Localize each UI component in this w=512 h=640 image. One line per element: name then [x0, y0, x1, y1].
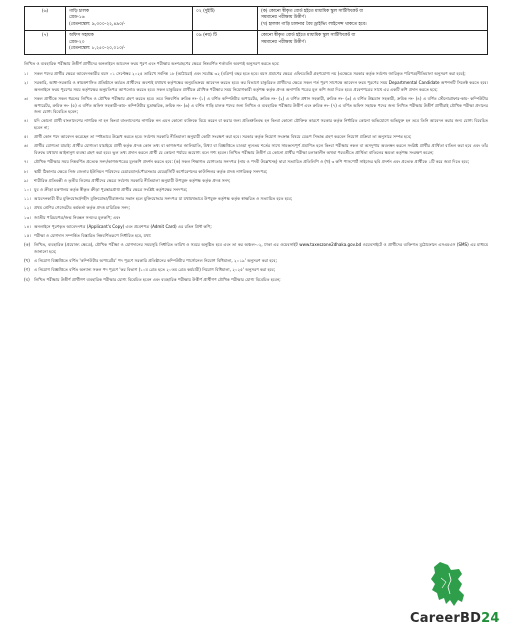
post-name: অফিস সহায়ক [69, 33, 94, 39]
bangladesh-map-icon [404, 560, 496, 610]
conditions-list [24, 71, 488, 283]
condition-item [24, 267, 488, 274]
qualification-line: সমমানের পরীক্ষায় উত্তীর্ণ। [261, 15, 306, 21]
condition-item [24, 96, 488, 116]
careerbd24-logo [404, 560, 496, 638]
condition-item [24, 143, 488, 156]
condition-number: ৯। [24, 177, 29, 183]
condition-text: আবেদনকারী বীর মুক্তিযোদ্ধা/শহীদ মুক্তিযোদ্ধা/বীরাঙ্গনার সন্তান হলে মুক্তিযোদ্ধার সনদপত্র যা যথাযথভাবে উপযুক্ত কর্তৃপক্ষ কর্তৃক স্বাক্ষরিত ও সত্যায়িত হতে হবে; [34, 196, 293, 202]
serial-cell: (৭) [25, 31, 66, 55]
condition-text: অনলাইনে পূরণকৃত আবেদনপত্র (Applicant's Copy) এবং প্রবেশপত্র (Admit Card) এর রঙিন প্রিন্ট কপি; [34, 223, 212, 229]
condition-text: পরীক্ষা ও যোগদান সম্পর্কিত বিস্তারিত নিম্নবর্ণিতরূপে নির্ধারিত হবে, যথা: [34, 233, 152, 239]
condition-item [24, 71, 488, 78]
post-grade: গ্রেড-২০ [69, 39, 85, 45]
serial-cell: (৬) [25, 7, 66, 31]
condition-item [24, 159, 488, 166]
condition-text: মৌখিক পরীক্ষার সময় নিম্নবর্ণিত প্রত্যেক সনদ/কাগজপত্রের মূলকপি প্রদর্শন করতে হবে: (ক) সকল শিক্ষাগত যোগ্যতার সনদপত্র (নাম ও পদবী উল্লেখসহ) দ্বারা সত্যায়িত প্রতিলিপি ও (খ) ৩ কপি পাসপোর্ট সাইজের ছবি প্রদর্শন এবং প্রত্যেক প্রার্থীকে ১টি করে জমা দিতে হবে; [34, 159, 470, 165]
condition-number: ১। [24, 70, 29, 76]
condition-text: এ নিয়োগ বিজ্ঞপ্তিতে বর্ণিত অন্যান্য সকল পদ পূরণে 'কর বিভাগ (১০ম গ্রেড হতে ২০তম গ্রেড কর্মচারী) নিয়োগ বিধিমালা, ২০২৫' অনুসরণ করা হবে; [34, 267, 276, 273]
condition-text: সকল প্রার্থীকে সকল ধরনের লিখিত ও মৌখিক পরীক্ষায় গ্রহণ করতে হবে। তবে নিম্নবর্ণিত ক্রমিক নং- (১) এ বর্ণিত কম্পিউটার অপারেটর, ক্রমিক নং- (২) এ বর্ণিত প্রধান সহকারী, ক্রমিক নং- (৩) এ বর্ণিত উচ্চমান সহকারী, ক্রমিক নং- (৪) এ বর্ণিত স্টেনোগ্রাফার-কাম- কম্পিউটার অপারেটর, ক্রমিক নং- (৫) এ বর্ণিত অফিস সহকারী-কাম- কম্পিউটার মুদ্রাক্ষরিক, ক্রমিক নং- (৬) এ বর্ণিত গাড়ি চালক পদের জন্য লিখিত ও ব্যবহারিক পরীক্ষায় উত্তীর্ণ এবং ক্রমিক নং- (৭) এ বর্ণিত অফিস সহায়ক পদের জন্য লিখিত পরীক্ষায় উত্তীর্ণ প্রার্থীরাই মৌখিক পরীক্ষা প্রদানের জন্য যোগ্য বিবেচিত হবেন; [34, 95, 488, 115]
condition-number: ২। [24, 80, 29, 86]
post-cell [66, 7, 193, 31]
condition-text: লিখিত পরীক্ষায় উত্তীর্ণ প্রার্থীগণ ব্যবহারিক পরীক্ষার যোগ্য বিবেচিত হবেন এবং ব্যবহারিক পরীক্ষায় উত্তীর্ণ প্রার্থীগণ মৌখিক পরীক্ষার যোগ্য বিবেচিত হবেন; [34, 276, 281, 282]
condition-text: যদি কোনো প্রার্থী বাংলাদেশের নাগরিক না হন কিংবা বাংলাদেশের নাগরিক নন এমন কোনো ব্যক্তিকে বিয়ে করেন বা করার জন্য প্রতিশ্রুতিবদ্ধ হন কিংবা কোনো যৌক্তিক কারণে সরকার কর্তৃক নির্ধারিত কোনো অভিযোগে অভিযুক্ত হন তবে তিনি আবেদন করার জন্য যোগ্য বিবেচিত হবেন না; [34, 118, 488, 131]
post-cell [66, 31, 193, 55]
table-row [25, 7, 488, 31]
condition-item [24, 224, 488, 231]
condition-number: (গ) [24, 267, 30, 273]
condition-item [24, 233, 488, 240]
condition-number: ১৪। [24, 223, 31, 229]
condition-item [24, 196, 488, 203]
condition-number: ১৫। [24, 233, 31, 239]
condition-text: প্রার্থী কোন পদে আবেদন করেছেন তা স্পষ্টভাবে উল্লেখ করতে হবে। সর্বশেষ সরকারি নীতিমালা অনুযায়ী কোটা সংরক্ষণ করা হবে। সরকার কর্তৃক নিয়োগ সংক্রান্ত বিষয়ে যেরূপ সিদ্ধান্ত গ্রহণ করবেন নিয়োগ প্রক্রিয়া তা অনুসারে সম্পন্ন হবে; [34, 134, 412, 140]
qualification-cell [258, 31, 488, 55]
brand-suffix: 24 [481, 611, 500, 626]
condition-item [24, 277, 488, 284]
condition-item [24, 258, 488, 265]
condition-number: ৮। [24, 168, 29, 174]
condition-number: ৭। [24, 159, 29, 165]
condition-number: (ঘ) [24, 276, 30, 282]
condition-text: লিখিত, ব্যবহারিক (প্রযোজ্য ক্ষেত্রে), মৌখিক পরীক্ষা ও যোগদানের সময়সূচি নির্ধারিত তারিখ ও সময়ে অনুষ্ঠিত হবে এবং তা কর অঞ্চল-০২, ঢাকা এর ওয়েবসাইট www.taxeszone2dhaka.gov.bd ওয়েবসাইটে ও প্রার্থীদের ব্যক্তিগত মুঠোফোনে এসএমএস (SMS) এর মাধ্যমে জানানো হবে; [34, 242, 488, 254]
condition-item [24, 215, 488, 222]
condition-number: ৪। [24, 118, 29, 124]
count-cell: ০২ (দুইটি) [193, 7, 258, 31]
condition-item [24, 134, 488, 141]
condition-item [24, 187, 488, 194]
condition-number: ১১। [24, 196, 31, 202]
careerbd24-wordmark [410, 611, 500, 626]
condition-number: ১৩। [24, 214, 31, 220]
condition-item [24, 205, 488, 212]
condition-number: ৫। [24, 134, 29, 140]
post-scale: (বেতনস্কেল: ৯,৩০০-২২,৪৯০/- [69, 21, 126, 27]
condition-item [24, 169, 488, 176]
qualification-line: কোনো স্বীকৃত বোর্ড হইতে মাধ্যমিক স্কুল সার্টিফিকেট বা [261, 33, 356, 39]
condition-number: ৩। [24, 95, 29, 101]
condition-text: প্রার্থীর যোগ্যতা যাচাই: প্রার্থীর যোগ্যতা যাচাইয়ে প্রার্থী কর্তৃক প্রদত্ত কোন তথ্য বা কাগজপত্র জালিয়াতি, মিথ্যা বা বিজ্ঞপ্তিতে চাওয়া ন্যূনতম শর্তের সাথে সামঞ্জস্যপূর্ণ প্রমাণিত হলে কিংবা পরীক্ষায় নকল বা অসদুপায় অবলম্বন করলে সংশ্লিষ্ট প্রার্থীর প্রার্থিতা বাতিল করা হবে এবং তাঁর বিরুদ্ধে যথাযথ আইনানুগ ব্যবস্থা গ্রহণ করা হবে। ভুল তথ্য প্রদান করলে প্রার্থী যে কোনো পর্যায়ে অযোগ্য বলে গণ্য হবেন। লিখিত পরীক্ষায় উত্তীর্ণ যে কোনো প্রার্থীর পরীক্ষা চলাকালীন অথবা পরবর্তীতে প্রার্থিতা বাতিলের ক্ষমতা কর্তৃপক্ষ সংরক্ষণ করেন; [34, 143, 488, 156]
brand-name: CareerBD [410, 611, 482, 626]
condition-text: সকল পদের প্রার্থীর ক্ষেত্রে আবেদনকারীর বয়স ০১ সেপ্টেম্বর ২০২৫ তারিখে সর্বনিম্ন ১৮ (আঠারো) এবং সর্বোচ্চ ৩২ (বত্রিশ) বছর হতে হবে। বয়স প্রমাণের ক্ষেত্রে এফিডেভিট গ্রহণযোগ্য নয় (এক্ষেত্রে সরকার কর্তৃক সর্বশেষ জারিকৃত পরিপত্র/নীতিমালা অনুসরণ করা হবে); [34, 70, 466, 76]
condition-number: ১২। [24, 205, 31, 211]
qualification-cell [258, 7, 488, 31]
qualification-line: (ক) কোনো স্বীকৃত বোর্ড হইতে মাধ্যমিক স্কুল সার্টিফিকেট বা [261, 9, 363, 14]
condition-number: (ক) [24, 242, 31, 248]
count-cell: ০৯ (নয়) টি [193, 31, 258, 55]
condition-text: জাতীয় পরিচয়পত্র/জন্ম নিবন্ধন সনদের মূলকপি; এবং [34, 214, 121, 220]
post-grade: গ্রেড-১৬ [69, 15, 85, 21]
condition-text: প্রথম শ্রেণির গেজেটেড কর্মকর্তা কর্তৃক প্রদত্ত চারিত্রিক সনদ; [34, 205, 130, 211]
condition-text: এ নিয়োগ বিজ্ঞপ্তিতে বর্ণিত 'কম্পিউটার অপারেটর' পদ পূরণে সরকারি প্রতিষ্ঠানের কম্পিউটার পার্সোনেল নিয়োগ বিধিমালা, ২০১৯' অনুসরণ করা হবে; [34, 258, 277, 264]
condition-item [24, 178, 488, 185]
condition-number: (খ) [24, 258, 30, 264]
post-scale: (বেতনস্কেল: ৮,২৫০-২০,০১০/- [69, 45, 126, 51]
intro-text: লিখিত ও ব্যবহারিক পরীক্ষায় উত্তীর্ণ প্রার্থীদের অনলাইনে আবেদন ফরম পূরণ এবং পরীক্ষায় অংশগ্রহণের ক্ষেত্রে নিম্নবর্ণিত শর্তাবলি অবশ্যই অনুসরণ করতে হবে: [24, 61, 280, 67]
condition-text: সরকারি, আধা-সরকারি ও স্বায়ত্তশাসিত প্রতিষ্ঠানে কর্মরত প্রার্থীদের অবশ্যই যথাযথ কর্তৃপক্ষের অনুমতিক্রমে আবেদন করতে হবে। কর বিভাগে চাকুরিরত প্রার্থীদের ক্ষেত্রে সকল শর্ত পূরণ সাপেক্ষে আবেদন ফরম পূরণের সময় Departmental Candidate অপশনটি সিলেক্ট করতে হবে। অনলাইনে ফরম পূরণের সময় কর্তৃপক্ষের অনুমতিপত্র আপলোড করতে হবে। সকল চাকুরিরত প্রার্থীকে মৌখিক পরীক্ষার সময় নিয়োগকারী কর্তৃপক্ষ কর্তৃক প্রদত্ত অনাপত্তি পত্রের মূল কপি জমা দিতে হবে। প্রবেশপত্রের সাথে এর একটি কপি প্রদান করতে হবে; [34, 80, 488, 92]
condition-text: স্থায়ী ঠিকানার ক্ষেত্রে নিজ জেলার ইউনিয়ন পরিষদের চেয়ারম্যান/পৌরসভার মেয়র/সিটি কর্পোরেশনের কাউন্সিলর কর্তৃক প্রদত্ত নাগরিকত্ব সনদপত্র; [34, 168, 268, 174]
condition-item [24, 80, 488, 93]
qualification-line: (খ) হালকা গাড়ি চালনার বৈধ ড্রাইভিং লাইসেন্স থাকতে হবে। [261, 21, 367, 27]
condition-item [24, 242, 488, 255]
condition-number: ১০। [24, 186, 31, 192]
condition-item [24, 118, 488, 131]
post-name: গাড়ি চালক [69, 9, 89, 14]
condition-text: যুব ও ক্রীড়া মন্ত্রণালয় কর্তৃক স্বীকৃত ক্রীড়া পুরস্কারপ্রাপ্ত প্রার্থীর ক্ষেত্রে সংশ্লিষ্ট কর্তৃপক্ষের সনদপত্র; [34, 186, 188, 192]
table-row [25, 31, 488, 55]
posts-table [24, 6, 488, 55]
qualification-line: সমমানের পরীক্ষায় উত্তীর্ণ। [261, 39, 306, 45]
condition-number: ৬। [24, 143, 29, 149]
condition-text: শারীরিক প্রতিবন্ধী ও তৃতীয় লিঙ্গের প্রার্থীদের ক্ষেত্রে সর্বশেষ সরকারি নীতিমালা অনুযায়ী উপযুক্ত কর্তৃপক্ষ কর্তৃক প্রদত্ত সনদ; [34, 177, 231, 183]
